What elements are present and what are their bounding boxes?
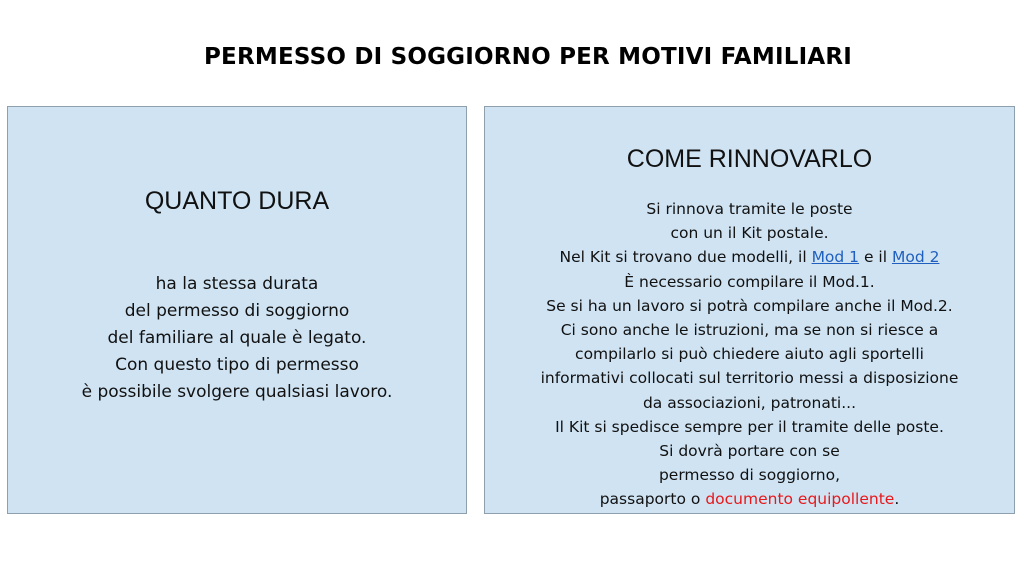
- duration-line: ha la stessa durata: [155, 274, 319, 294]
- duration-line: Con questo tipo di permesso: [115, 355, 359, 375]
- renewal-line: compilarlo si può chiedere aiuto agli sportelli: [575, 345, 924, 364]
- duration-line: è possibile svolgere qualsiasi lavoro.: [81, 382, 393, 402]
- renewal-line: Il Kit si spedisce sempre per il tramite delle poste.: [555, 417, 944, 436]
- models-connector: e il: [859, 248, 892, 267]
- renewal-panel: [484, 106, 1015, 514]
- renewal-line-models: [485, 245, 1014, 269]
- page-title: PERMESSO DI SOGGIORNO PER MOTIVI FAMILIARI: [203, 44, 853, 70]
- renewal-line: Ci sono anche le istruzioni, ma se non si riesce a: [560, 321, 939, 340]
- duration-line: del familiare al quale è legato.: [107, 328, 367, 348]
- models-text: Nel Kit si trovano due modelli, il: [559, 248, 812, 267]
- renewal-heading: COME RINNOVARLO: [626, 145, 873, 173]
- renewal-line: permesso di soggiorno,: [658, 466, 841, 485]
- renewal-text: [485, 197, 1014, 512]
- renewal-line: Se si ha un lavoro si potrà compilare anche il Mod.2.: [546, 296, 953, 315]
- renewal-line: con un il Kit postale.: [670, 224, 829, 243]
- duration-heading: QUANTO DURA: [144, 187, 330, 215]
- documents-period: .: [894, 490, 900, 509]
- mod2-link[interactable]: Mod 2: [891, 248, 940, 267]
- mod1-link[interactable]: Mod 1: [811, 248, 860, 267]
- duration-line: del permesso di soggiorno: [124, 301, 350, 321]
- equivalent-document-text: documento equipollente: [705, 490, 895, 509]
- renewal-line: Si dovrà portare con se: [659, 442, 840, 461]
- renewal-line: da associazioni, patronati...: [642, 393, 857, 412]
- duration-text: [8, 271, 466, 406]
- renewal-line-documents: [485, 487, 1014, 511]
- renewal-line: È necessario compilare il Mod.1.: [624, 272, 875, 291]
- renewal-line: Si rinnova tramite le poste: [646, 200, 853, 218]
- documents-text: passaporto o: [599, 490, 706, 509]
- renewal-line: informativi collocati sul territorio messi a disposizione: [540, 369, 959, 388]
- duration-panel: [7, 106, 467, 514]
